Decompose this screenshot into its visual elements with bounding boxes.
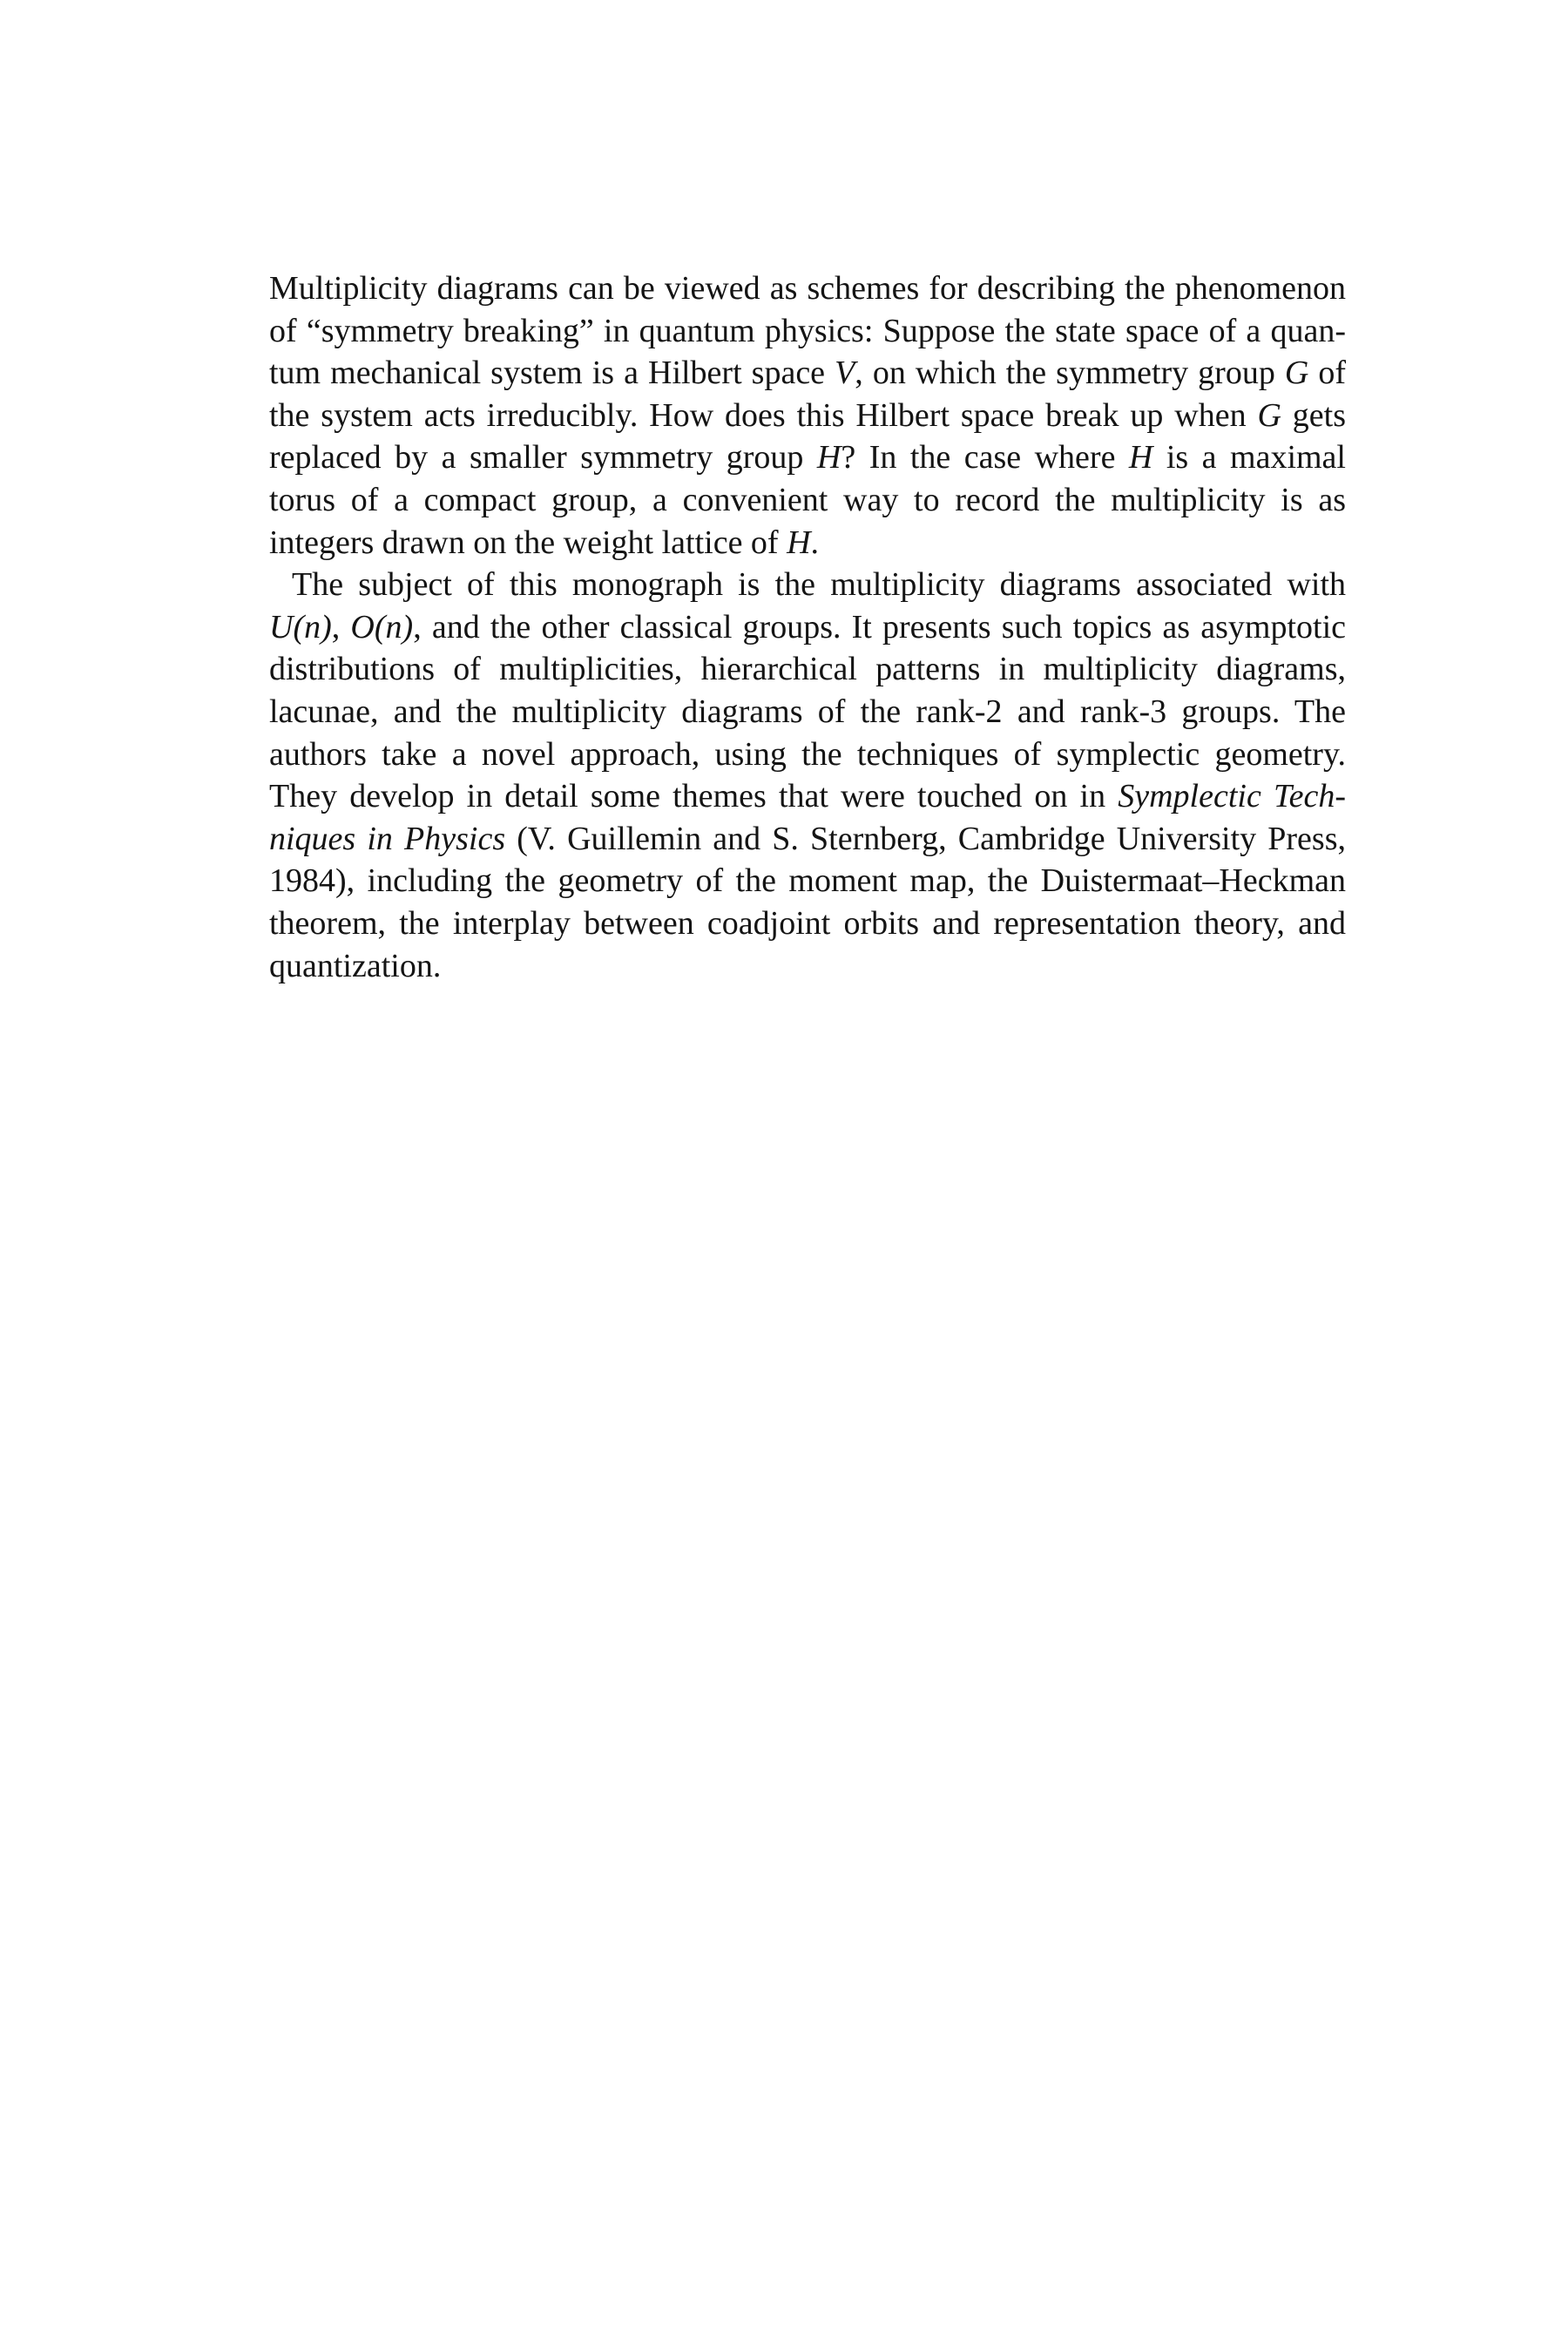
text-run: is a maximal torus of a compact group, a convenient way to record the multiplicity is as integers drawn on the weight lattice of (269, 439, 1346, 561)
math-variable-h: H (1128, 439, 1153, 476)
text-run: , and the other classical groups. It presents such topics as asymptotic distributions of multiplicities, hierarchical patterns in multiplicity diagrams, lacunae, and the multiplicity diagrams of the rank-2 and rank-3 groups. The authors take a novel approach, using the techniques of symplectic geometry. They develop in detail some themes that were touched on in (269, 608, 1346, 815)
text-run: Multiplicity diagrams can be viewed as schemes for describing the phenomenon of “symmetry breaking” in quantum physics: Suppose the state space of a quantum mechanical system is a Hilbert space (269, 270, 1346, 392)
math-variable-v: V (835, 355, 855, 392)
text-run: of the system acts irreducibly. How does this Hilbert space break up when (269, 355, 1346, 434)
text-run: , (331, 608, 351, 645)
math-variable-h: H (787, 524, 811, 561)
math-group-u-n: U(n) (269, 608, 332, 645)
text-run: ? In the case where (841, 439, 1129, 476)
text-run: , on which the symmetry group (855, 355, 1285, 392)
text-run: The subject of this monograph is the multiplicity diagrams associated with (292, 566, 1346, 604)
book-title: Symplectic Techniques in Physics (269, 778, 1346, 857)
paragraph-2 (269, 564, 1346, 987)
math-variable-g: G (1257, 396, 1281, 434)
text-run: (V. Guillemin and S. Sternberg, Cambridge University Press, 1984), including the geometry of the moment map, the Duistermaat–Heckman theorem, the interplay between coadjoint orbits and representation theory, and quantization. (269, 820, 1346, 984)
math-group-o-n: O(n) (350, 608, 414, 645)
math-variable-g: G (1284, 355, 1309, 392)
text-run: . (810, 524, 820, 561)
body-text (269, 267, 1346, 987)
text-run: gets replaced by a smaller symmetry group (269, 396, 1346, 476)
math-variable-h: H (816, 439, 841, 476)
paragraph-1 (269, 267, 1346, 564)
